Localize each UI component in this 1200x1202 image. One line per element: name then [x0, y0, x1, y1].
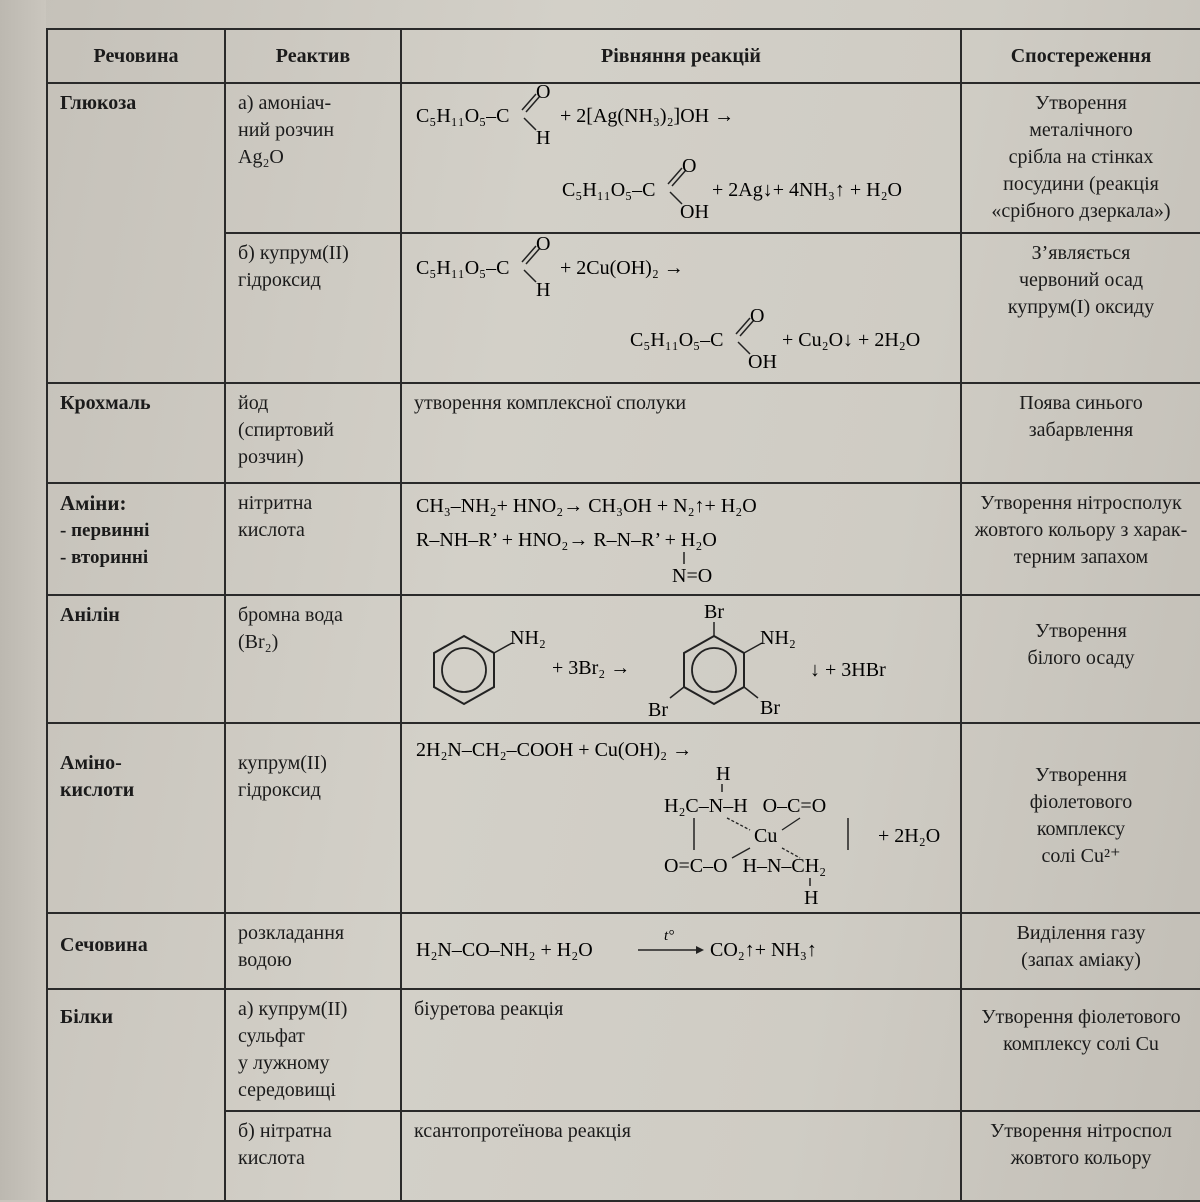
amine-type: - первинні	[60, 520, 150, 541]
glucose-copper-equation	[402, 234, 958, 380]
bond	[744, 687, 758, 698]
product-term: ↓ + 3HBr	[810, 659, 886, 681]
nitroso-group: N=O	[672, 565, 713, 587]
amino-group: NH₂	[510, 627, 546, 649]
observation-line: Утворення нітросполук	[980, 492, 1182, 514]
single-bond	[524, 270, 536, 282]
observation-line: срібла на стінках	[1008, 146, 1154, 168]
observation-line: жовтого кольору з харак-	[974, 519, 1188, 541]
reagent-line: б) купрум(II)	[238, 242, 349, 264]
observation-proteins-a	[961, 989, 1200, 1111]
equation-urea	[401, 913, 961, 989]
reagent-line: а) купрум(II)	[238, 998, 348, 1020]
equation-starch: утворення комплексної сполуки	[401, 383, 961, 483]
equation-primary: CH₃–NH₂+ HNO₂→ CH₃OH + N₂↑+ H₂O	[416, 495, 757, 517]
substance-aniline: Анілін	[47, 595, 225, 723]
reagent-line: Ag₂O	[238, 146, 284, 168]
observation-glucose-b	[961, 233, 1200, 383]
observation-urea	[961, 913, 1200, 989]
amino-group: NH₂	[760, 627, 796, 649]
observation-line: забарвлення	[1028, 419, 1134, 441]
reagent-urea	[225, 913, 401, 989]
bond	[782, 818, 800, 830]
hydrogen-label: H	[536, 279, 551, 301]
reagent-glucose-a	[225, 83, 401, 233]
equation-part: + Cu₂O↓ + 2H₂O	[782, 329, 921, 351]
reagent-line: гідроксид	[238, 779, 321, 801]
observation-line: З’являється	[1031, 242, 1131, 264]
reagent-line: (спиртовий	[238, 419, 335, 441]
oxygen-label: O	[536, 84, 551, 103]
amines-equations	[402, 484, 958, 592]
equation-part: + 2Ag↓+ 4NH₃↑ + H₂O	[712, 179, 902, 201]
reagent-line: середовищі	[238, 1079, 336, 1101]
reagent-line: ний розчин	[238, 119, 335, 141]
equation-aniline	[401, 595, 961, 723]
oxygen-label: O	[682, 155, 697, 177]
observation-line: Утворення фіолетового	[981, 1006, 1181, 1028]
observation-line: Утворення	[1035, 92, 1127, 114]
header-row	[47, 29, 1200, 83]
reagent-line: гідроксид	[238, 269, 321, 291]
arrow-head	[696, 946, 704, 954]
observation-line: Утворення	[1035, 620, 1127, 642]
urea-decomposition	[402, 914, 958, 986]
oxygen-label: O	[750, 305, 765, 327]
hydroxyl-label: OH	[748, 351, 777, 373]
observation-line: Виділення газу	[1016, 922, 1146, 944]
row-amino-acids	[47, 723, 1200, 913]
observation-line: посудини (реакція	[1003, 173, 1159, 195]
substance-proteins: Білки	[47, 989, 225, 1201]
observation-line: терним запахом	[1013, 546, 1149, 568]
aromatic-circle	[442, 648, 486, 692]
page-margin	[0, 0, 46, 1200]
equation-proteins-b: ксантопротеїнова реакція	[401, 1111, 961, 1201]
reagent-line: кислота	[238, 519, 305, 541]
complex-lower: O=C–O H–N–CH₂	[664, 855, 827, 877]
equation-glucose-a	[401, 83, 961, 233]
substance-line: Аміно-	[60, 752, 122, 774]
row-urea	[47, 913, 1200, 989]
observation-line: білого осаду	[1027, 647, 1135, 669]
oxygen-label: O	[536, 234, 551, 255]
reagent-aniline	[225, 595, 401, 723]
coordination-bond	[727, 818, 750, 830]
observation-amino-acids	[961, 723, 1200, 913]
reactants: H₂N–CO–NH₂ + H₂O	[416, 939, 593, 961]
header-substance: Речовина	[47, 29, 225, 83]
bromine-label: Br	[704, 601, 724, 623]
substance-starch: Крохмаль	[47, 383, 225, 483]
reagent-amino-acids	[225, 723, 401, 913]
hydroxyl-label: OH	[680, 201, 709, 223]
observation-glucose-a	[961, 83, 1200, 233]
reagent-proteins-a	[225, 989, 401, 1111]
observation-line: «срібного дзеркала»)	[991, 200, 1171, 222]
row-glucose-a	[47, 83, 1200, 233]
complex-upper: H₂C–N–H O–C=O	[664, 795, 827, 817]
equation-secondary: R–NH–R’ + HNO₂→ R–N–R’ + H₂O	[416, 529, 717, 551]
reactants: 2H₂N–CH₂–COOH + Cu(OH)₂ →	[416, 739, 693, 761]
aldehyde-formula: C₅H₁₁O₅–C	[416, 105, 510, 127]
acid-formula: C₅H₁₁O₅–C	[562, 179, 656, 201]
single-bond	[524, 118, 536, 130]
observation-proteins-b	[961, 1111, 1200, 1201]
water-term: + 2H₂O	[878, 825, 941, 847]
reagent-glucose-b	[225, 233, 401, 383]
reagent-line: водою	[238, 949, 292, 971]
observation-starch	[961, 383, 1200, 483]
observation-line: солі Cu²⁺	[1041, 845, 1121, 867]
aniline-bromination	[402, 596, 958, 720]
observation-amines	[961, 483, 1200, 595]
amine-type: - вторинні	[60, 547, 149, 568]
hydrogen-label: H	[716, 763, 731, 785]
copper-center: Cu	[754, 825, 778, 847]
equation-part: + 2[Ag(NH₃)₂]OH →	[560, 105, 735, 127]
observation-aniline	[961, 595, 1200, 723]
observation-line: жовтого кольору	[1010, 1147, 1152, 1169]
bromine-label: Br	[648, 699, 668, 720]
reagent-line: розкладання	[238, 922, 345, 944]
reagent-line: нітритна	[238, 492, 313, 514]
header-equation: Рівняння реакцій	[401, 29, 961, 83]
substance-label: Аміни:	[60, 491, 127, 515]
row-amines	[47, 483, 1200, 595]
reagent-line: а) амоніач-	[238, 92, 332, 114]
reagent-starch	[225, 383, 401, 483]
equation-proteins-a: біуретова реакція	[401, 989, 961, 1111]
equation-part: + 2Cu(OH)₂ →	[560, 257, 684, 279]
aldehyde-formula: C₅H₁₁O₅–C	[416, 257, 510, 279]
substance-urea: Сечовина	[47, 913, 225, 989]
copper-glycinate-equation	[402, 724, 958, 910]
reagent-line: б) нітратна	[238, 1120, 332, 1142]
equation-amino-acids	[401, 723, 961, 913]
observation-line: фіолетового	[1029, 791, 1133, 813]
substance-line: кислоти	[60, 779, 135, 801]
bond	[670, 687, 684, 698]
reagent-line: розчин)	[238, 446, 304, 468]
observation-line: металічного	[1029, 119, 1133, 141]
heat-condition: t°	[664, 928, 675, 944]
benzene-ring	[434, 636, 494, 704]
hydrogen-label: H	[804, 887, 819, 909]
acid-formula: C₅H₁₁O₅–C	[630, 329, 724, 351]
header-reagent: Реактив	[225, 29, 401, 83]
reagent-line: кислота	[238, 1147, 305, 1169]
header-observation: Спостереження	[961, 29, 1200, 83]
substance-label: Глюкоза	[60, 92, 137, 114]
observation-line: Утворення нітроспол	[990, 1120, 1172, 1142]
reagent-term: + 3Br₂ →	[552, 657, 631, 679]
bromine-label: Br	[760, 697, 780, 719]
row-aniline	[47, 595, 1200, 723]
observation-line: червоний осад	[1018, 269, 1144, 291]
reagent-line: (Br₂)	[238, 631, 279, 653]
substance-amino-acids	[47, 723, 225, 913]
reagent-line: бромна вода	[238, 604, 343, 626]
products: CO₂↑+ NH₃↑	[710, 939, 817, 961]
reagent-amines	[225, 483, 401, 595]
observation-line: комплексу солі Cu	[1003, 1033, 1159, 1055]
reagent-line: у лужному	[238, 1052, 330, 1074]
reactions-table	[46, 28, 1200, 1202]
observation-line: купрум(I) оксиду	[1007, 296, 1155, 318]
aromatic-circle	[692, 648, 736, 692]
glucose-silver-equation	[402, 84, 958, 230]
reagent-line: купрум(II)	[238, 752, 327, 774]
observation-line: Поява синього	[1019, 392, 1143, 414]
equation-amines	[401, 483, 961, 595]
hydrogen-label: H	[536, 127, 551, 149]
row-proteins-a	[47, 989, 1200, 1111]
reagent-line: йод	[238, 392, 269, 414]
observation-line: (запах аміаку)	[1021, 949, 1141, 971]
row-starch	[47, 383, 1200, 483]
substance-amines	[47, 483, 225, 595]
reagent-proteins-b	[225, 1111, 401, 1201]
equation-glucose-b	[401, 233, 961, 383]
observation-line: Утворення	[1035, 764, 1127, 786]
benzene-ring	[684, 636, 744, 704]
reagent-line: сульфат	[238, 1025, 305, 1047]
substance-glucose	[47, 83, 225, 383]
observation-line: комплексу	[1036, 818, 1126, 840]
